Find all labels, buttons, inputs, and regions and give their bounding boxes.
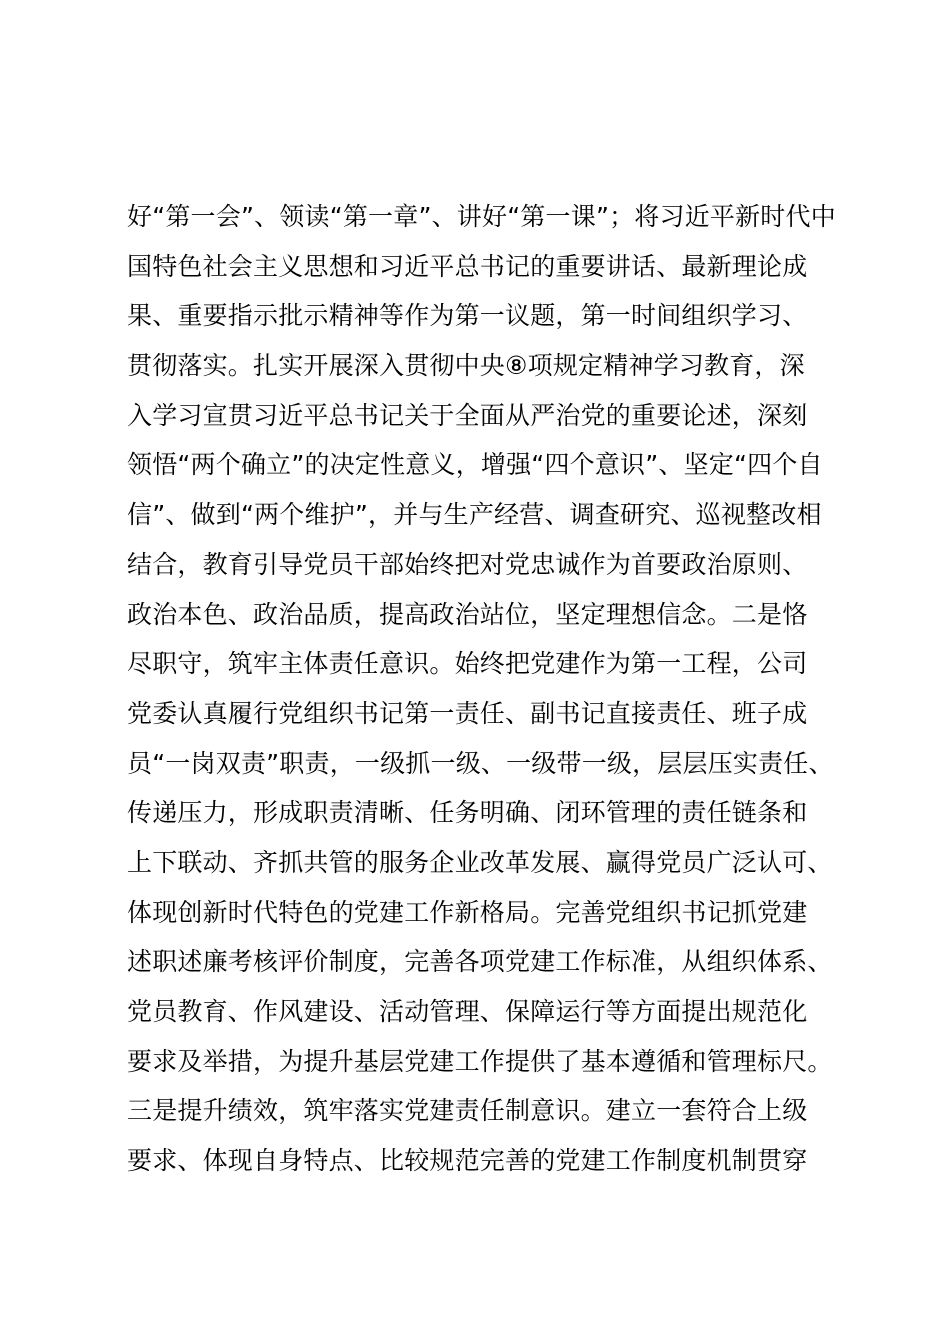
text-line: 党委认真履行党组织书记第一责任、副书记直接责任、班子成 bbox=[127, 698, 808, 728]
text-line: 结合，教育引导党员干部始终把对党忠诚作为首要政治原则、 bbox=[127, 549, 808, 579]
text-line: 要求、体现自身特点、比较规范完善的党建工作制度机制贯穿 bbox=[127, 1146, 808, 1176]
text-line: 要求及举措，为提升基层党建工作提供了基本遵循和管理标尺。 bbox=[127, 1046, 833, 1076]
text-line: 政治本色、政治品质，提高政治站位，坚定理想信念。二是恪 bbox=[127, 599, 808, 629]
text-line: 传递压力，形成职责清晰、任务明确、闭环管理的责任链条和 bbox=[127, 798, 808, 828]
text-line: 国特色社会主义思想和习近平总书记的重要讲话、最新理论成 bbox=[127, 251, 808, 281]
text-line: 果、重要指示批示精神等作为第一议题，第一时间组织学习、 bbox=[127, 301, 808, 331]
text-line: 员“一岗双责”职责，一级抓一级、一级带一级，层层压实责任、 bbox=[127, 748, 834, 778]
text-line: 信”、做到“两个维护”，并与生产经营、调查研究、巡视整改相 bbox=[127, 500, 822, 530]
text-line: 好“第一会”、领读“第一章”、讲好“第一课”；将习近平新时代中 bbox=[127, 202, 836, 231]
text-line: 尽职守，筑牢主体责任意识。始终把党建作为第一工程，公司 bbox=[127, 649, 808, 679]
body-text bbox=[127, 192, 867, 1186]
text-line: 上下联动、齐抓共管的服务企业改革发展、赢得党员广泛认可、 bbox=[127, 847, 833, 877]
text-line: 体现创新时代特色的党建工作新格局。完善党组织书记抓党建 bbox=[127, 897, 808, 927]
text-line: 述职述廉考核评价制度，完善各项党建工作标准，从组织体系、 bbox=[127, 947, 833, 977]
text-line: 贯彻落实。扎实开展深入贯彻中央⑧项规定精神学习教育，深 bbox=[127, 351, 805, 381]
text-line: 三是提升绩效，筑牢落实党建责任制意识。建立一套符合上级 bbox=[127, 1096, 808, 1126]
text-line: 领悟“两个确立”的决定性意义，增强“四个意识”、坚定“四个自 bbox=[127, 450, 823, 480]
text-line: 入学习宣贯习近平总书记关于全面从严治党的重要论述，深刻 bbox=[127, 400, 808, 430]
text-line: 党员教育、作风建设、活动管理、保障运行等方面提出规范化 bbox=[127, 997, 808, 1026]
